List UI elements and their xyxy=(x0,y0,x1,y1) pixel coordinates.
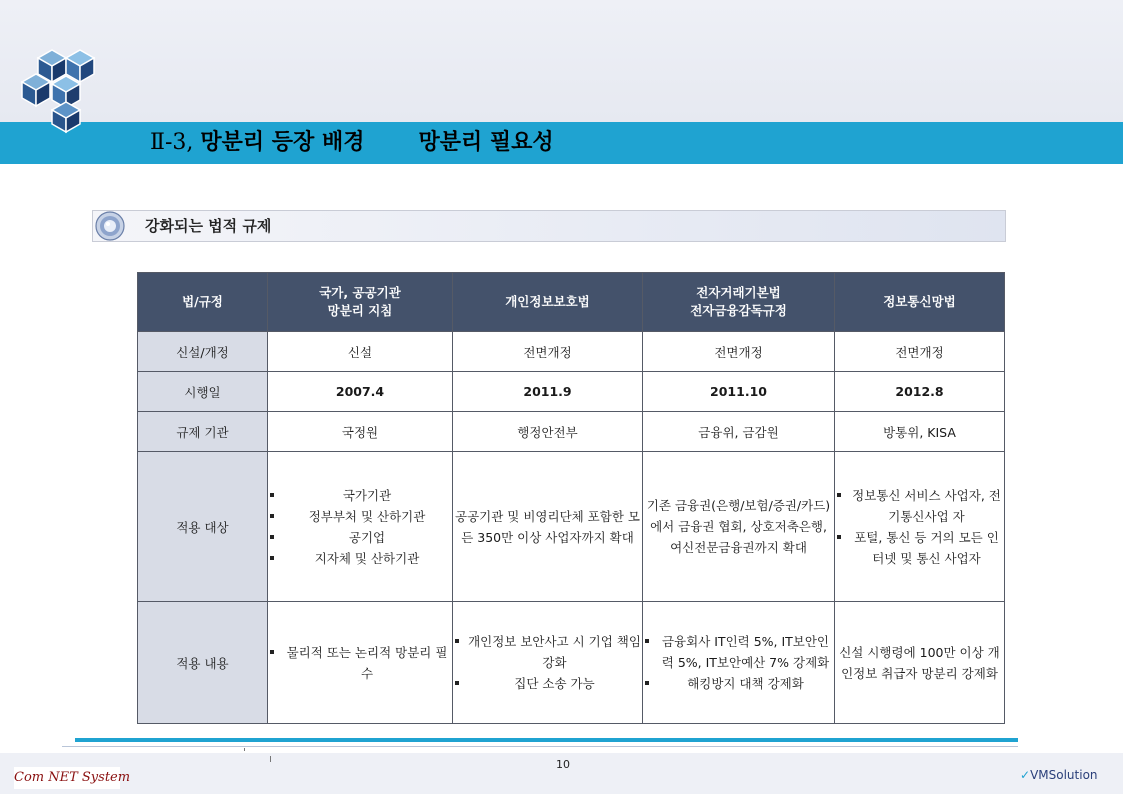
table-cell: 행정안전부 xyxy=(453,412,643,452)
table-cell xyxy=(268,602,453,724)
header-network xyxy=(835,273,1005,332)
table-cell xyxy=(268,452,453,602)
table-cell: 금융위, 금감원 xyxy=(643,412,835,452)
table-cell: 국정원 xyxy=(268,412,453,452)
table-cell: 기존 금융권(은행/보험/증권/카드)에서 금융권 협회, 상호저축은행, 여신전문금융권까지 확대 xyxy=(643,452,835,602)
title-part-2: 망분리 필요성 xyxy=(418,130,554,155)
header-network-label: 정보통신망법 xyxy=(883,294,956,309)
table-cell xyxy=(643,602,835,724)
footer-tick xyxy=(270,756,271,762)
footer-divider xyxy=(75,738,1018,742)
row-label: 신설/개정 xyxy=(138,332,268,372)
table-cell: 방통위, KISA xyxy=(835,412,1005,452)
table-header-row xyxy=(138,273,1005,332)
section-number: Ⅱ-3, xyxy=(150,130,194,155)
list-item: 포털, 통신 등 거의 모든 인터넷 및 통신 사업자 xyxy=(835,527,1004,569)
regulation-table xyxy=(137,272,1005,724)
header-law xyxy=(138,273,268,332)
bullet-list xyxy=(643,631,834,694)
globe-bullet-icon xyxy=(93,210,127,242)
page-number: 10 xyxy=(556,758,570,771)
header-national xyxy=(268,273,453,332)
table-row xyxy=(138,452,1005,602)
list-item: 국가기관 xyxy=(268,485,452,506)
table-cell: 2012.8 xyxy=(835,372,1005,412)
header-law-label: 법/규정 xyxy=(182,294,223,309)
footer-divider-thin xyxy=(62,746,1018,747)
cubes-logo-icon xyxy=(18,44,102,134)
table-cell: 신설 xyxy=(268,332,453,372)
bullet-list xyxy=(268,485,452,569)
table-row xyxy=(138,372,1005,412)
table-row xyxy=(138,602,1005,724)
footer-tick xyxy=(244,748,245,751)
bullet-list xyxy=(835,485,1004,569)
header-privacy-label: 개인정보보호법 xyxy=(505,294,590,309)
list-item: 개인정보 보안사고 시 기업 책임 강화 xyxy=(453,631,642,673)
list-item: 정부부처 및 산하기관 xyxy=(268,506,452,527)
table-cell: 전면개정 xyxy=(453,332,643,372)
table-cell: 전면개정 xyxy=(835,332,1005,372)
table-cell: 전면개정 xyxy=(643,332,835,372)
table-row xyxy=(138,332,1005,372)
header-ecommerce-label: 전자거래기본법 전자금융감독규정 xyxy=(690,285,787,318)
row-label: 규제 기관 xyxy=(138,412,268,452)
list-item: 정보통신 서비스 사업자, 전기통신사업 자 xyxy=(835,485,1004,527)
table-cell xyxy=(835,452,1005,602)
top-band xyxy=(0,0,1123,122)
title-part-1: 망분리 등장 배경 xyxy=(200,130,365,155)
list-item: 지자체 및 산하기관 xyxy=(268,548,452,569)
list-item: 물리적 또는 논리적 망분리 필수 xyxy=(268,642,452,684)
section-title: 강화되는 법적 규제 xyxy=(145,217,272,235)
table-row xyxy=(138,412,1005,452)
table-cell: 신설 시행령에 100만 이상 개인정보 취급자 망분리 강제화 xyxy=(835,602,1005,724)
table-cell: 2007.4 xyxy=(268,372,453,412)
row-label: 적용 내용 xyxy=(138,602,268,724)
vmsolution-logo-text: VMSolution xyxy=(1030,768,1098,782)
list-item: 금융회사 IT인력 5%, IT보안인력 5%, IT보안예산 7% 강제화 xyxy=(643,631,834,673)
row-label: 시행일 xyxy=(138,372,268,412)
page-title xyxy=(150,124,554,162)
header-ecommerce xyxy=(643,273,835,332)
table-cell xyxy=(453,602,643,724)
header-privacy xyxy=(453,273,643,332)
list-item: 해킹방지 대책 강제화 xyxy=(643,673,834,694)
bullet-list xyxy=(268,642,452,684)
list-item: 집단 소송 가능 xyxy=(453,673,642,694)
row-label: 적용 대상 xyxy=(138,452,268,602)
list-item: 공기업 xyxy=(268,527,452,548)
header-national-label: 국가, 공공기관 망분리 지침 xyxy=(319,285,401,318)
vmsolution-logo xyxy=(1020,768,1098,782)
table-cell: 2011.9 xyxy=(453,372,643,412)
table-cell: 2011.10 xyxy=(643,372,835,412)
section-header xyxy=(92,210,1006,242)
bullet-list xyxy=(453,631,642,694)
company-logo: Com NET System xyxy=(14,767,120,789)
table-cell: 공공기관 및 비영리단체 포함한 모든 350만 이상 사업자까지 확대 xyxy=(453,452,643,602)
vmsolution-mark-icon: ✓ xyxy=(1020,768,1031,782)
